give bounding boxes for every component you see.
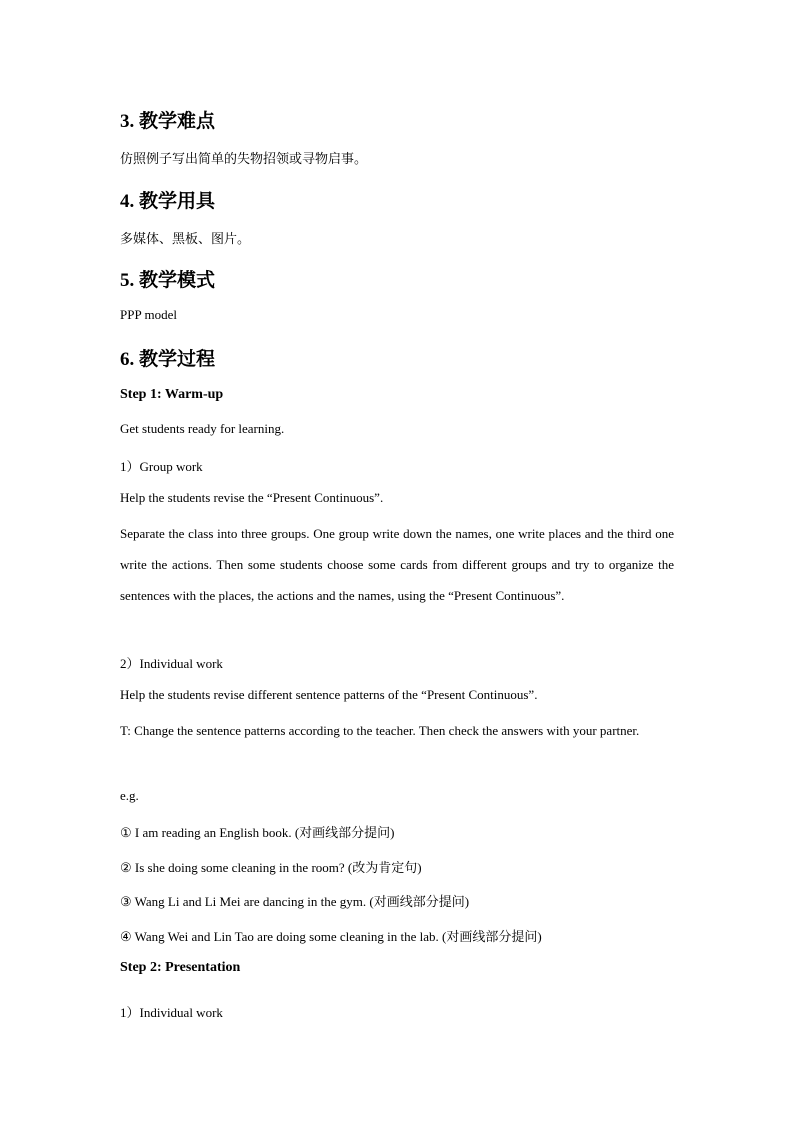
group-work-aim: Help the students revise the “Present Continuous”. [120, 490, 384, 505]
group-work-description: Separate the class into three groups. One group write down the names, one write places and the third one write the actions. Then some students choose some cards from different groups and try to organize the sentences with the places, the actions and the names, using the “Present Continuous”. [120, 526, 674, 603]
step-1-heading: Step 1: Warm-up [120, 387, 224, 402]
group-work-label: 1）Group work [120, 459, 203, 474]
step-2-item-1: 1）Individual work [120, 1005, 223, 1020]
example-item: ④ Wang Wei and Lin Tao are doing some cleaning in the lab. (对画线部分提问) [120, 929, 542, 944]
section-5-body: PPP model [120, 307, 177, 322]
individual-work-aim: Help the students revise different sentence patterns of the “Present Continuous”. [120, 687, 538, 702]
section-4-body: 多媒体、黑板、图片。 [120, 231, 251, 246]
section-6-heading: 6. 教学过程 [120, 349, 216, 370]
section-3-heading: 3. 教学难点 [120, 111, 216, 132]
step-1-intro: Get students ready for learning. [120, 421, 285, 436]
individual-work-label: 2）Individual work [120, 656, 223, 671]
example-label: e.g. [120, 788, 139, 803]
section-4-heading: 4. 教学用具 [120, 191, 216, 212]
section-3-body: 仿照例子写出简单的失物招领或寻物启事。 [120, 151, 368, 166]
individual-work-task: T: Change the sentence patterns according to the teacher. Then check the answers with your partner. [120, 723, 640, 738]
example-item: ③ Wang Li and Li Mei are dancing in the gym. (对画线部分提问) [120, 894, 470, 909]
step-2-heading: Step 2: Presentation [120, 960, 241, 975]
section-5-heading: 5. 教学模式 [120, 270, 216, 291]
example-item: ① I am reading an English book. (对画线部分提问) [120, 825, 395, 840]
example-item: ② Is she doing some cleaning in the room? (改为肯定句) [120, 860, 422, 875]
